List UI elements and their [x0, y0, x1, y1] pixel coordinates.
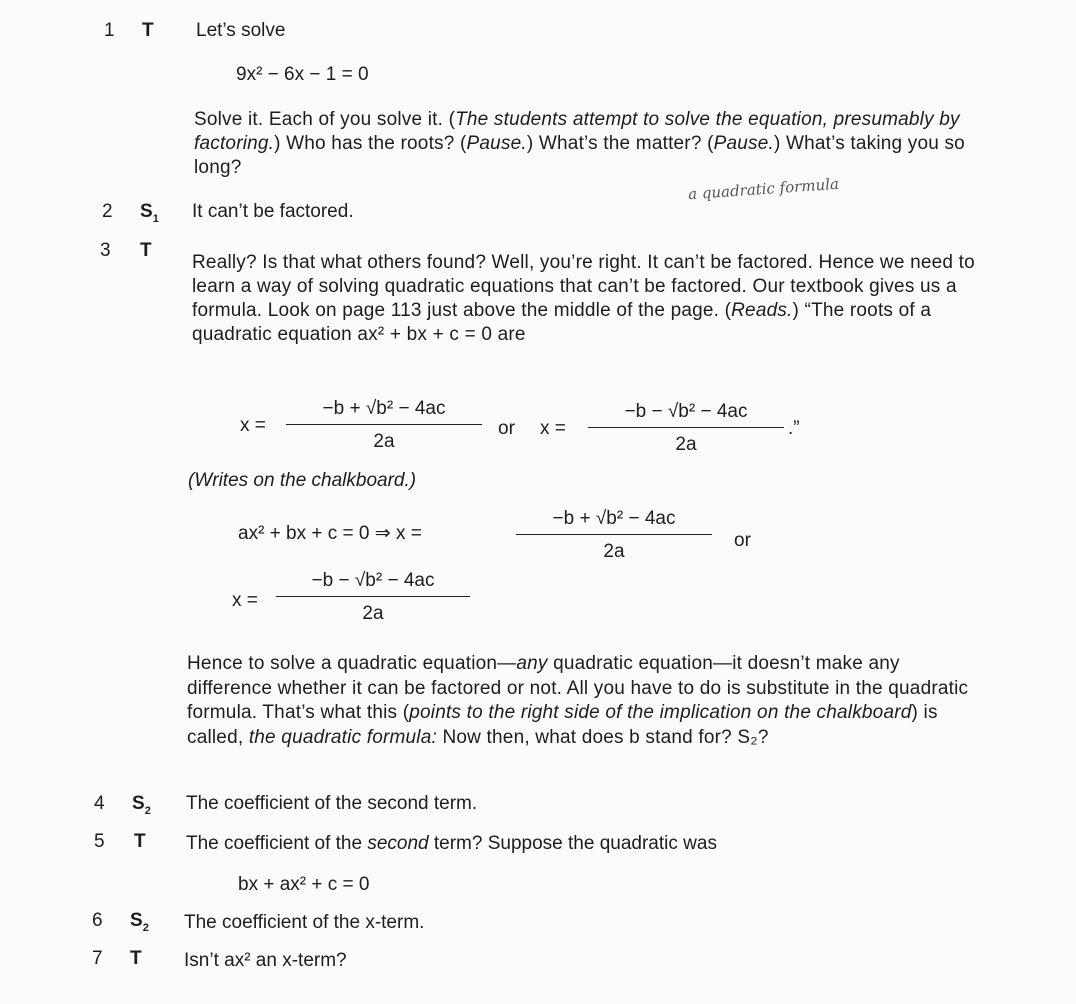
formula-fraction-minus — [588, 401, 784, 456]
stage-direction: Pause. — [466, 133, 527, 154]
formula-fraction-plus — [286, 398, 482, 453]
turn-number: 4 — [94, 793, 105, 814]
speaker-letter: S — [140, 201, 153, 222]
turn1-intro: Let’s solve — [196, 20, 286, 41]
formula-x-label: x = — [540, 418, 566, 439]
turn7-text: Isn’t ax² an x-term? — [184, 950, 347, 971]
text-run: ) Who has the roots? ( — [274, 133, 467, 154]
board-lhs: ax² + bx + c = 0 ⇒ x = — [238, 523, 422, 544]
speaker-letter: S — [130, 910, 143, 931]
speaker-label — [132, 793, 151, 817]
handwritten-note: a quadratic formula — [687, 174, 840, 204]
fraction-numerator: −b + √b² − 4ac — [552, 508, 676, 529]
stage-direction: Pause. — [713, 133, 774, 154]
turn3-paragraph-2 — [187, 652, 979, 750]
stage-direction: (Writes on the chalkboard.) — [188, 470, 417, 491]
text-run: Now then, what does b stand for? S₂? — [436, 726, 769, 748]
formula-x-label: x = — [240, 415, 266, 436]
stage-direction: Reads. — [731, 300, 793, 321]
turn5-text — [186, 833, 717, 855]
speaker-label — [140, 201, 159, 225]
fraction-numerator: −b − √b² − 4ac — [624, 401, 748, 422]
turn1-equation: 9x² − 6x − 1 = 0 — [236, 64, 369, 85]
fraction-numerator: −b + √b² − 4ac — [322, 398, 446, 419]
turn1-paragraph — [194, 108, 984, 180]
text-run: Hence to solve a quadratic equation— — [187, 653, 517, 674]
turn5-equation: bx + ax² + c = 0 — [238, 874, 370, 895]
turn4-text: The coefficient of the second term. — [186, 793, 478, 814]
speaker-subscript: 2 — [144, 804, 151, 817]
turn-number: 5 — [94, 831, 105, 852]
speaker-label: T — [134, 831, 146, 852]
board-fraction-minus — [276, 570, 470, 625]
stage-direction: points to the right side of the implication on the chalkboard — [409, 702, 912, 723]
fraction-denominator: 2a — [373, 431, 395, 452]
text-run: ) What’s the matter? ( — [526, 133, 714, 154]
speaker-letter: S — [132, 793, 145, 814]
text-run: ) is called, — [187, 702, 938, 748]
stage-direction: The students attempt to solve the equation, presumably by factoring. — [194, 109, 960, 154]
emphasis: the quadratic formula: — [248, 726, 437, 748]
fraction-denominator: 2a — [362, 603, 384, 624]
text-run: Solve it. Each of you solve it. ( — [194, 109, 456, 130]
board-x-label: x = — [232, 590, 258, 611]
text-run: term? Suppose the quadratic was — [428, 833, 717, 854]
turn-number: 2 — [102, 201, 113, 222]
turn6-text: The coefficient of the x-term. — [184, 912, 425, 933]
speaker-subscript: 2 — [142, 921, 149, 934]
close-quote: .” — [788, 418, 800, 439]
speaker-label: T — [140, 240, 152, 261]
fraction-numerator: −b − √b² − 4ac — [311, 570, 435, 591]
fraction-denominator: 2a — [603, 541, 625, 562]
turn2-text: It can’t be factored. — [192, 201, 354, 222]
text-run: ) “The roots of a quadratic equation ax² + bx + c = 0 are — [192, 300, 932, 345]
emphasis: any — [516, 653, 548, 674]
turn-number: 1 — [104, 20, 115, 41]
speaker-label: T — [142, 20, 154, 41]
text-run: quadratic equation—it doesn’t make any difference whether it can be factored or not. All you have to do is substitute in the quadratic formula. That’s what this ( — [187, 653, 969, 723]
speaker-label: T — [130, 948, 142, 969]
turn-number: 6 — [92, 910, 103, 931]
speaker-label — [130, 910, 149, 934]
speaker-subscript: 1 — [152, 212, 159, 225]
board-fraction-plus — [516, 508, 712, 563]
turn-number: 7 — [92, 948, 103, 969]
text-run: The coefficient of the — [186, 833, 368, 854]
text-run: ) What’s taking you so long? — [194, 133, 965, 178]
or-label: or — [734, 530, 751, 551]
turn-number: 3 — [100, 240, 111, 261]
turn3-paragraph — [192, 251, 982, 347]
text-run: Really? Is that what others found? Well, you’re right. It can’t be factored. Hence we need to learn a way of solving quadratic equations that can’t be factored. Our textbook gives us a formula. Look on page 113 just above the middle of the page. ( — [192, 252, 975, 321]
or-label: or — [498, 418, 515, 439]
emphasis: second — [367, 833, 429, 854]
fraction-denominator: 2a — [675, 434, 697, 455]
